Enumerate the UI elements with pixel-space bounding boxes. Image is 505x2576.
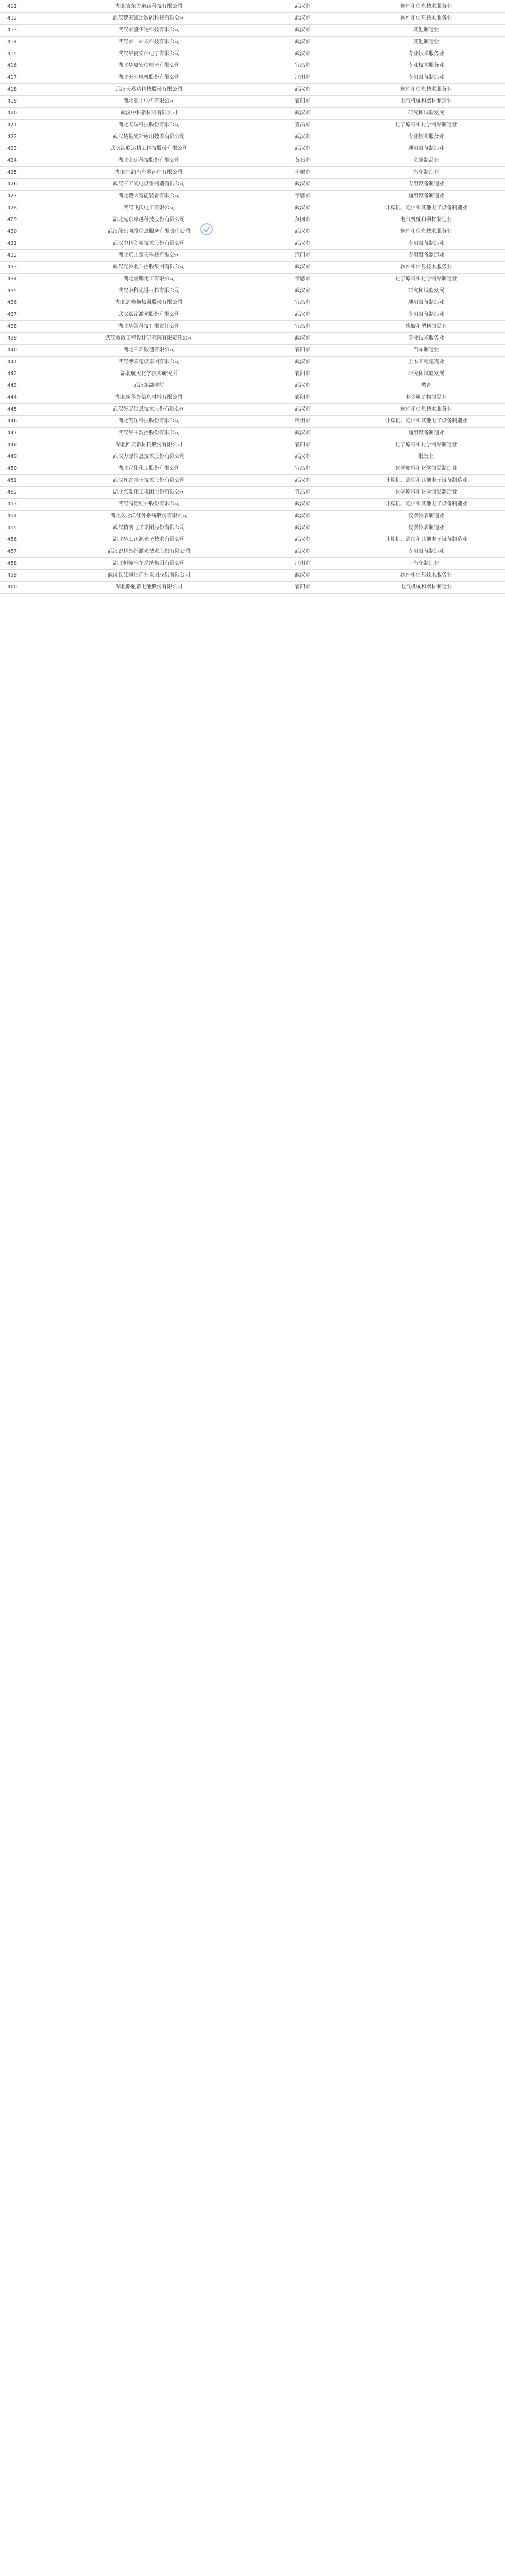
- industry-name: 软件和信息技术服务业: [347, 226, 505, 238]
- table-row: [0, 72, 505, 84]
- row-number: 424: [0, 155, 40, 167]
- row-number: 426: [0, 179, 40, 191]
- row-number: 414: [0, 37, 40, 48]
- industry-name: 化学原料和化学制品制造业: [347, 274, 505, 285]
- row-number: 418: [0, 84, 40, 96]
- company-name: 湖北省东方道路科技有限公司: [40, 1, 258, 13]
- row-number: 429: [0, 214, 40, 226]
- industry-name: 仪器仪表制造业: [347, 522, 505, 534]
- company-name: 武汉光谷北斗控股集团有限公司: [40, 262, 258, 274]
- row-number: 413: [0, 25, 40, 37]
- company-name: 湖北亚士电机有限公司: [40, 96, 258, 108]
- table-row: [0, 499, 505, 511]
- table-row: [0, 131, 505, 143]
- table-row: [0, 416, 505, 428]
- table-row: [0, 309, 505, 321]
- table-row: [0, 404, 505, 416]
- city-name: 武汉市: [258, 84, 347, 96]
- city-name: 武汉市: [258, 1, 347, 13]
- industry-name: 专用设备制造业: [347, 238, 505, 250]
- city-name: 襄阳市: [258, 96, 347, 108]
- company-name: 武汉中科新材料有限公司: [40, 108, 258, 120]
- city-name: 宜昌市: [258, 487, 347, 499]
- row-number: 442: [0, 368, 40, 380]
- company-name: 湖北华工正源光子技术有限公司: [40, 534, 258, 546]
- city-name: 黄石市: [258, 155, 347, 167]
- city-name: 宜昌市: [258, 463, 347, 475]
- company-name: 武汉嘉铭激光股份有限公司: [40, 309, 258, 321]
- row-number: 436: [0, 297, 40, 309]
- table-row: [0, 155, 505, 167]
- industry-name: 计算机、通信和其他电子设备制造业: [347, 202, 505, 214]
- company-name: 湖北恒隆汽车系统集团有限公司: [40, 558, 258, 570]
- row-number: 444: [0, 392, 40, 404]
- table-row: [0, 143, 505, 155]
- company-name: 武汉楚星光纤应用技术有限公司: [40, 131, 258, 143]
- city-name: 武汉市: [258, 262, 347, 274]
- row-number: 453: [0, 499, 40, 511]
- industry-name: 电气机械和器材制造业: [347, 214, 505, 226]
- industry-name: 通用设备制造业: [347, 297, 505, 309]
- industry-name: 通用设备制造业: [347, 143, 505, 155]
- city-name: 荆州市: [258, 72, 347, 84]
- industry-name: 通用设备制造业: [347, 428, 505, 439]
- row-number: 440: [0, 345, 40, 357]
- city-name: 武汉市: [258, 37, 347, 48]
- city-name: 武汉市: [258, 499, 347, 511]
- industry-name: 金属制品业: [347, 155, 505, 167]
- company-name: 武汉飞沃电子有限公司: [40, 202, 258, 214]
- table-row: [0, 368, 505, 380]
- table-row: [0, 167, 505, 179]
- city-name: 武汉市: [258, 380, 347, 392]
- table-row: [0, 1, 505, 13]
- city-name: 宜昌市: [258, 120, 347, 131]
- row-number: 450: [0, 463, 40, 475]
- row-number: 428: [0, 202, 40, 214]
- industry-name: 汽车制造业: [347, 345, 505, 357]
- company-name: 武汉中科创新技术股份有限公司: [40, 238, 258, 250]
- company-name: 湖北宜化化工股份有限公司: [40, 463, 258, 475]
- industry-name: 汽车制造业: [347, 167, 505, 179]
- industry-name: 非金属矿物制品业: [347, 392, 505, 404]
- city-name: 武汉市: [258, 522, 347, 534]
- company-name: 湖北恒润汽车零部件有限公司: [40, 167, 258, 179]
- industry-name: 橡胶和塑料制品业: [347, 321, 505, 333]
- table-row: [0, 96, 505, 108]
- city-name: 黄冈市: [258, 214, 347, 226]
- city-name: 武汉市: [258, 451, 347, 463]
- company-name: 湖北天河电机股份有限公司: [40, 72, 258, 84]
- company-name: 武汉中科先进材料有限公司: [40, 285, 258, 297]
- row-number: 451: [0, 475, 40, 487]
- company-name: 湖北骆驼蓄电池股份有限公司: [40, 582, 258, 594]
- company-name: 武汉力源信息技术股份有限公司: [40, 451, 258, 463]
- city-name: 武汉市: [258, 13, 347, 25]
- row-number: 452: [0, 487, 40, 499]
- table-row: [0, 202, 505, 214]
- row-number: 425: [0, 167, 40, 179]
- row-number: 421: [0, 120, 40, 131]
- industry-name: 软件和信息技术服务业: [347, 262, 505, 274]
- table-row: [0, 37, 505, 48]
- table-row: [0, 439, 505, 451]
- industry-name: 化学原料和化学制品制造业: [347, 487, 505, 499]
- city-name: 孝感市: [258, 274, 347, 285]
- city-name: 武汉市: [258, 357, 347, 368]
- company-name: 湖北凯乐科技股份有限公司: [40, 416, 258, 428]
- city-name: 武汉市: [258, 475, 347, 487]
- company-name: 武汉锐科光纤激光技术股份有限公司: [40, 546, 258, 558]
- table-row: [0, 380, 505, 392]
- company-name: 武汉长江通信产业集团股份有限公司: [40, 570, 258, 582]
- city-name: 襄阳市: [258, 368, 347, 380]
- table-row: [0, 357, 505, 368]
- table-row: [0, 570, 505, 582]
- company-name: 武汉光庭信息技术股份有限公司: [40, 404, 258, 416]
- industry-name: 专用设备制造业: [347, 250, 505, 262]
- row-number: 420: [0, 108, 40, 120]
- table-row: [0, 108, 505, 120]
- company-name: 湖北久之洋红外系统股份有限公司: [40, 511, 258, 522]
- row-number: 458: [0, 558, 40, 570]
- row-number: 449: [0, 451, 40, 463]
- company-name: 湖北兴发化工集团股份有限公司: [40, 487, 258, 499]
- company-name: 湖北楚大智能装备有限公司: [40, 191, 258, 202]
- row-number: 430: [0, 226, 40, 238]
- table-row: [0, 333, 505, 345]
- industry-name: 汽车制造业: [347, 558, 505, 570]
- table-row: [0, 191, 505, 202]
- company-name: 武汉市一站式科技有限公司: [40, 37, 258, 48]
- enterprise-grid: [0, 1, 505, 594]
- industry-name: 软件和信息技术服务业: [347, 13, 505, 25]
- industry-name: 专用设备制造业: [347, 546, 505, 558]
- city-name: 武汉市: [258, 511, 347, 522]
- row-number: 437: [0, 309, 40, 321]
- industry-name: 计算机、通信和其他电子设备制造业: [347, 416, 505, 428]
- company-name: 武汉市盛华达科技有限公司: [40, 25, 258, 37]
- industry-name: 研究和试验发展: [347, 108, 505, 120]
- table-row: [0, 345, 505, 357]
- table-row: [0, 451, 505, 463]
- city-name: 十堰市: [258, 167, 347, 179]
- city-name: 武汉市: [258, 333, 347, 345]
- city-name: 荆州市: [258, 558, 347, 570]
- table-row: [0, 321, 505, 333]
- table-row: [0, 179, 505, 191]
- row-number: 448: [0, 439, 40, 451]
- row-number: 460: [0, 582, 40, 594]
- industry-name: 专业技术服务业: [347, 60, 505, 72]
- city-name: 宜昌市: [258, 297, 347, 309]
- enterprise-table: [0, 1, 505, 594]
- table-row: [0, 582, 505, 594]
- row-number: 431: [0, 238, 40, 250]
- company-name: 武汉东湖学院: [40, 380, 258, 392]
- table-row: [0, 428, 505, 439]
- company-name: 武汉绿色网络信息服务有限责任公司: [40, 226, 258, 238]
- table-row: [0, 238, 505, 250]
- company-name: 湖北新华光信息材料有限公司: [40, 392, 258, 404]
- industry-name: 研究和试验发展: [347, 285, 505, 297]
- table-row: [0, 511, 505, 522]
- city-name: 武汉市: [258, 238, 347, 250]
- company-name: 湖北京山楚天科技有限公司: [40, 250, 258, 262]
- city-name: 武汉市: [258, 285, 347, 297]
- row-number: 417: [0, 72, 40, 84]
- industry-name: 化学原料和化学制品制造业: [347, 120, 505, 131]
- company-name: 武汉博宏建设集团有限公司: [40, 357, 258, 368]
- industry-name: 其他制造业: [347, 25, 505, 37]
- row-number: 422: [0, 131, 40, 143]
- industry-name: 通用设备制造业: [347, 191, 505, 202]
- table-row: [0, 487, 505, 499]
- city-name: 武汉市: [258, 131, 347, 143]
- row-number: 441: [0, 357, 40, 368]
- row-number: 423: [0, 143, 40, 155]
- row-number: 446: [0, 416, 40, 428]
- row-number: 416: [0, 60, 40, 72]
- city-name: 武汉市: [258, 309, 347, 321]
- city-name: 孝感市: [258, 191, 347, 202]
- table-row: [0, 475, 505, 487]
- table-row: [0, 392, 505, 404]
- table-row: [0, 13, 505, 25]
- table-row: [0, 120, 505, 131]
- row-number: 412: [0, 13, 40, 25]
- company-name: 湖北迪峰换热器股份有限公司: [40, 297, 258, 309]
- company-name: 武汉凡谷电子技术股份有限公司: [40, 475, 258, 487]
- table-row: [0, 214, 505, 226]
- table-row: [0, 285, 505, 297]
- industry-name: 计算机、通信和其他电子设备制造业: [347, 534, 505, 546]
- row-number: 438: [0, 321, 40, 333]
- industry-name: 土木工程建筑业: [347, 357, 505, 368]
- table-body: [0, 1, 505, 594]
- industry-name: 化学原料和化学制品制造业: [347, 439, 505, 451]
- row-number: 419: [0, 96, 40, 108]
- row-number: 447: [0, 428, 40, 439]
- row-number: 443: [0, 380, 40, 392]
- row-number: 427: [0, 191, 40, 202]
- company-name: 武汉市政工程设计研究院有限责任公司: [40, 333, 258, 345]
- table-row: [0, 274, 505, 285]
- row-number: 445: [0, 404, 40, 416]
- industry-name: 软件和信息技术服务业: [347, 404, 505, 416]
- row-number: 455: [0, 522, 40, 534]
- industry-name: 专业技术服务业: [347, 333, 505, 345]
- city-name: 武汉市: [258, 202, 347, 214]
- company-name: 湖北回天新材料股份有限公司: [40, 439, 258, 451]
- city-name: 武汉市: [258, 108, 347, 120]
- company-name: 湖北天瑞科技股份有限公司: [40, 120, 258, 131]
- row-number: 459: [0, 570, 40, 582]
- industry-name: 专业技术服务业: [347, 131, 505, 143]
- table-row: [0, 297, 505, 309]
- city-name: 武汉市: [258, 546, 347, 558]
- city-name: 武汉市: [258, 404, 347, 416]
- city-name: 宜昌市: [258, 60, 347, 72]
- industry-name: 仪器仪表制造业: [347, 511, 505, 522]
- city-name: 宜昌市: [258, 321, 347, 333]
- city-name: 荆门市: [258, 250, 347, 262]
- row-number: 456: [0, 534, 40, 546]
- industry-name: 专用设备制造业: [347, 309, 505, 321]
- table-row: [0, 262, 505, 274]
- table-row: [0, 463, 505, 475]
- company-name: 武汉华夏安信电子有限公司: [40, 48, 258, 60]
- company-name: 湖北三环锻造有限公司: [40, 345, 258, 357]
- row-number: 439: [0, 333, 40, 345]
- industry-name: 教育: [347, 380, 505, 392]
- industry-name: 其他制造业: [347, 37, 505, 48]
- industry-name: 专用设备制造业: [347, 72, 505, 84]
- company-name: 武汉高德红外股份有限公司: [40, 499, 258, 511]
- city-name: 襄阳市: [258, 439, 347, 451]
- industry-name: 电气机械和器材制造业: [347, 96, 505, 108]
- row-number: 457: [0, 546, 40, 558]
- company-name: 湖北华夏安信电子有限公司: [40, 60, 258, 72]
- city-name: 武汉市: [258, 143, 347, 155]
- table-row: [0, 546, 505, 558]
- city-name: 襄阳市: [258, 345, 347, 357]
- table-row: [0, 84, 505, 96]
- city-name: 武汉市: [258, 179, 347, 191]
- company-name: 湖北金鹏化工有限公司: [40, 274, 258, 285]
- row-number: 435: [0, 285, 40, 297]
- table-row: [0, 25, 505, 37]
- city-name: 襄阳市: [258, 392, 347, 404]
- city-name: 荆州市: [258, 416, 347, 428]
- industry-name: 专业技术服务业: [347, 48, 505, 60]
- industry-name: 软件和信息技术服务业: [347, 570, 505, 582]
- table-row: [0, 534, 505, 546]
- row-number: 432: [0, 250, 40, 262]
- city-name: 襄阳市: [258, 582, 347, 594]
- industry-name: 计算机、通信和其他电子设备制造业: [347, 499, 505, 511]
- row-number: 415: [0, 48, 40, 60]
- city-name: 武汉市: [258, 428, 347, 439]
- city-name: 武汉市: [258, 534, 347, 546]
- industry-name: 专用设备制造业: [347, 179, 505, 191]
- company-name: 武汉海联达精工科技股份有限公司: [40, 143, 258, 155]
- industry-name: 批发业: [347, 451, 505, 463]
- table-row: [0, 60, 505, 72]
- company-name: 武汉天易达科技股份有限公司: [40, 84, 258, 96]
- company-name: 湖北远东卓越科技股份有限公司: [40, 214, 258, 226]
- city-name: 武汉市: [258, 570, 347, 582]
- industry-name: 研究和试验发展: [347, 368, 505, 380]
- industry-name: 化学原料和化学制品制造业: [347, 463, 505, 475]
- company-name: 湖北金达科技股份有限公司: [40, 155, 258, 167]
- company-name: 湖北航天化学技术研究所: [40, 368, 258, 380]
- table-row: [0, 558, 505, 570]
- table-row: [0, 250, 505, 262]
- row-number: 433: [0, 262, 40, 274]
- industry-name: 软件和信息技术服务业: [347, 1, 505, 13]
- company-name: 武汉华中数控股份有限公司: [40, 428, 258, 439]
- row-number: 454: [0, 511, 40, 522]
- city-name: 武汉市: [258, 226, 347, 238]
- company-name: 武汉三工光电设备制造有限公司: [40, 179, 258, 191]
- city-name: 武汉市: [258, 25, 347, 37]
- company-name: 湖北华强科技有限责任公司: [40, 321, 258, 333]
- city-name: 武汉市: [258, 48, 347, 60]
- table-row: [0, 226, 505, 238]
- company-name: 武汉精测电子集团股份有限公司: [40, 522, 258, 534]
- row-number: 434: [0, 274, 40, 285]
- table-row: [0, 48, 505, 60]
- row-number: 411: [0, 1, 40, 13]
- industry-name: 电气机械和器材制造业: [347, 582, 505, 594]
- table-row: [0, 522, 505, 534]
- industry-name: 软件和信息技术服务业: [347, 84, 505, 96]
- industry-name: 计算机、通信和其他电子设备制造业: [347, 475, 505, 487]
- company-name: 武汉楚天凯达数码科技有限公司: [40, 13, 258, 25]
